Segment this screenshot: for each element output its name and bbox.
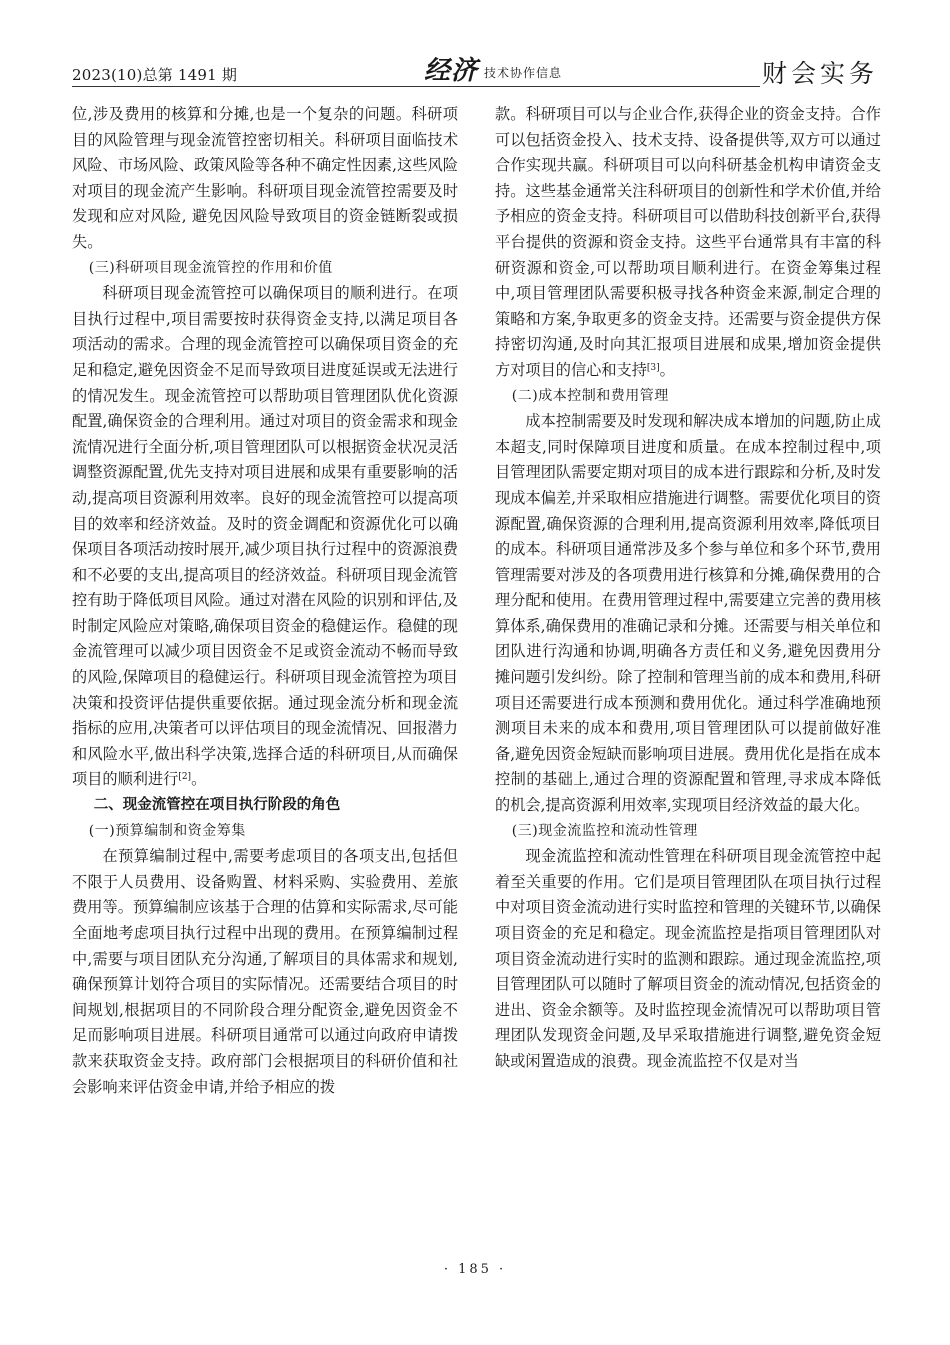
subsection-heading: (三)现金流监控和流动性管理 xyxy=(511,822,698,839)
left-column xyxy=(72,102,458,1100)
journal-subtitle: 技术协作信息 xyxy=(484,66,563,80)
header-rule xyxy=(72,86,760,87)
citation: [2] xyxy=(178,772,192,783)
subsection-heading: (一)预算编制和资金筹集 xyxy=(88,822,246,839)
section-title: 财会实务 xyxy=(761,59,878,88)
paragraph: 在预算编制过程中,需要考虑项目的各项支出,包括但不限于人员费用、设备购置、材料采购、实验费用、差旅费用等。预算编制应该基于合理的估算和实际需求,尽可能全面地考虑项目执行过程中出现的费用。在预算编制过程中,需要与项目团队充分沟通,了解项目的具体需求和规划,确保预算计划符合项目的实际情况。还需要结合项目的时间规划,根据项目的不同阶段合理分配资金,避免因资金不足而影响项目进展。科研项目通常可以通过向政府申请拨款来获取资金支持。政府部门会根据项目的科研价值和社会影响来评估资金申请,并给予相应的拨 xyxy=(72,847,458,1096)
subsection-heading: (三)科研项目现金流管控的作用和价值 xyxy=(88,259,333,276)
paragraph: 款。科研项目可以与企业合作,获得企业的资金支持。合作可以包括资金投入、技术支持、设备提供等,双方可以通过合作实现共赢。科研项目可以向科研基金机构申请资金支持。这些基金通常关注科研项目的创新性和学术价值,并给予相应的资金支持。科研项目可以借助科技创新平台,获得平台提供的资源和资金支持。这些平台通常具有丰富的科研资源和资金,可以帮助项目顺利进行。在资金筹集过程中,项目管理团队需要积极寻找各种资金来源,制定合理的策略和方案,争取更多的资金支持。还需要与资金提供方保持密切沟通,及时向其汇报项目进展和成果,增加资金提供方对项目的信心和支持[3]。 xyxy=(495,105,881,379)
paragraph: 位,涉及费用的核算和分摊,也是一个复杂的问题。科研项目的风险管理与现金流管控密切相关。科研项目面临技术风险、市场风险、政策风险等各种不确定性因素,这些风险对项目的现金流产生影响。科研项目现金流管控需要及时发现和应对风险, 避免因风险导致项目的资金链断裂或损失。 xyxy=(72,105,458,251)
right-column xyxy=(495,102,881,1075)
paragraph: 现金流监控和流动性管理在科研项目现金流管控中起着至关重要的作用。它们是项目管理团队在项目执行过程中对项目资金流动进行实时监控和管理的关键环节,以确保项目资金的充足和稳定。现金流监控是指项目管理团队对项目资金流动进行实时的监测和跟踪。通过现金流监控,项目管理团队可以随时了解项目资金的流动情况,包括资金的进出、资金余额等。及时监控现金流情况可以帮助项目管理团队发现资金问题,及早采取措施进行调整,避免资金短缺或闲置造成的浪费。现金流监控不仅是对当 xyxy=(495,847,881,1070)
journal-logo: 经济 xyxy=(424,56,479,86)
page-number: · 185 · xyxy=(443,1262,507,1277)
issue-number: 2023(10)总第 1491 期 xyxy=(72,66,238,84)
subsection-heading: (二)成本控制和费用管理 xyxy=(511,387,669,404)
paragraph: 科研项目现金流管控可以确保项目的顺利进行。在项目执行过程中,项目需要按时获得资金支持,以满足项目各项活动的需求。合理的现金流管控可以确保项目资金的充足和稳定,避免因资金不足而导致项目进度延误或无法进行的情况发生。现金流管控可以帮助项目管理团队优化资源配置,确保资金的合理利用。通过对项目的资金需求和现金流情况进行全面分析,项目管理团队可以根据资金状况灵活调整资源配置,优先支持对项目进展和成果有重要影响的活动,提高项目资源利用效率。良好的现金流管控可以提高项目的效率和经济效益。及时的资金调配和资源优化可以确保项目各项活动按时展开,减少项目执行过程中的资源浪费和不必要的支出,提高项目的经济效益。科研项目现金流管控有助于降低项目风险。通过对潜在风险的识别和评估,及时制定风险应对策略,确保项目资金的稳健运作。稳健的现金流管理可以减少项目因资金不足或资金流动不畅而导致的风险,保障项目的稳健运行。科研项目现金流管控为项目决策和投资评估提供重要依据。通过现金流分析和现金流指标的应用,决策者可以评估项目的现金流情况、回报潜力和风险水平,做出科学决策,选择合适的科研项目,从而确保项目的顺利进行[2]。 xyxy=(72,284,458,789)
paragraph: 成本控制需要及时发现和解决成本增加的问题,防止成本超支,同时保障项目进度和质量。在成本控制过程中,项目管理团队需要定期对项目的成本进行跟踪和分析,及时发现成本偏差,并采取相应措施进行调整。需要优化项目的资源配置,确保资源的合理利用,提高资源利用效率,降低项目的成本。科研项目通常涉及多个参与单位和多个环节,费用管理需要对涉及的各项费用进行核算和分摊,确保费用的合理分配和使用。在费用管理过程中,需要建立完善的费用核算体系,确保费用的准确记录和分摊。还需要与相关单位和团队进行沟通和协调,明确各方责任和义务,避免因费用分摊问题引发纠纷。除了控制和管理当前的成本和费用,科研项目还需要进行成本预测和费用优化。通过科学准确地预测项目未来的成本和费用,项目管理团队可以提前做好准备,避免因资金短缺而影响项目进展。费用优化是指在成本控制的基础上,通过合理的资源配置和管理,寻求成本降低的机会,提高资源利用效率,实现项目经济效益的最大化。 xyxy=(495,412,881,815)
citation: [3] xyxy=(646,362,660,373)
section-heading: 二、现金流管控在项目执行阶段的角色 xyxy=(93,797,341,814)
page-header xyxy=(72,58,878,88)
